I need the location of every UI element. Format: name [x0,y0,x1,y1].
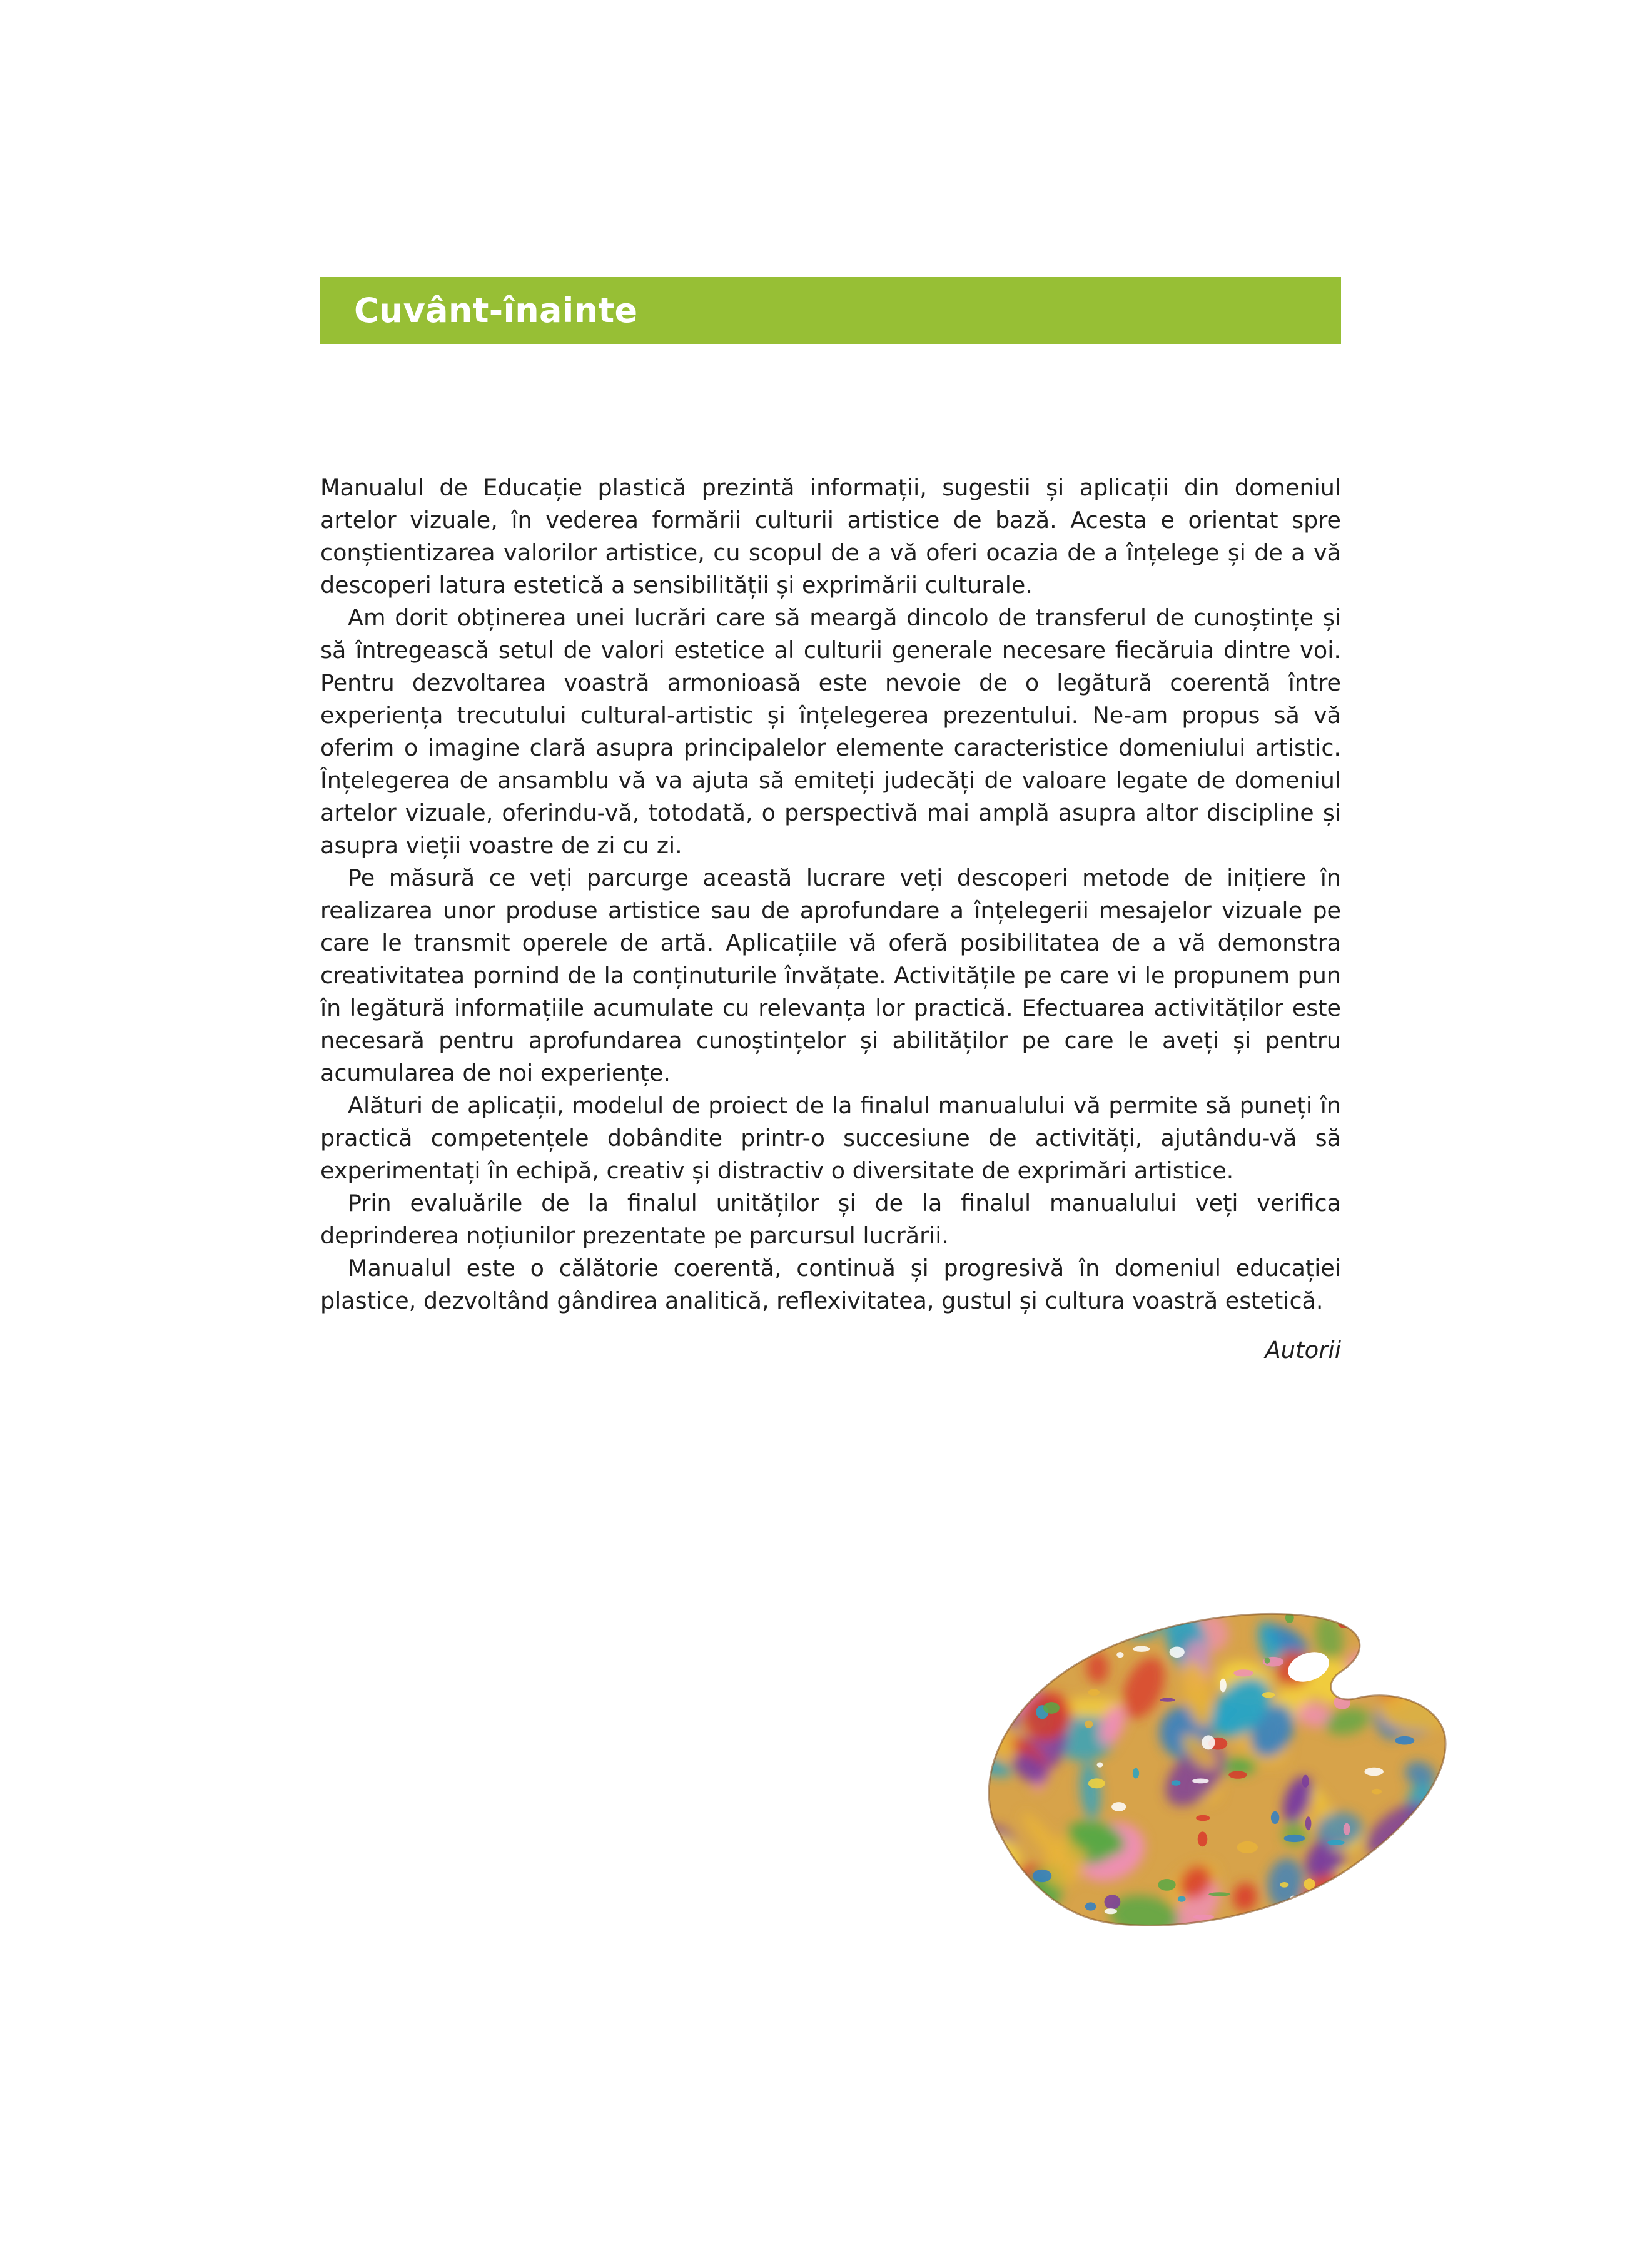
paragraph-2: Am dorit obținerea unei lucrări care să meargă dincolo de transferul de cunoștințe și să întregească setul de valori estetice al culturii generale necesare fiecăruia dintre voi. Pentru dezvoltarea voastră armonioasă este nevoie de o legătură coerentă între experiența trecutului cultural-artistic și înțelegerea prezentului. Ne-am propus să vă oferim o imagine clară asupra principalelor elemente caracteristice domeniului artistic. Înțelegerea de ansamblu vă va ajuta să emiteți judecăți de valoare legate de domeniul artelor vizuale, oferindu-vă, totodată, o perspectivă mai amplă asupra altor discipline și asupra vieții voastre de zi cu zi. [320,604,1341,859]
paragraph-3: Pe măsură ce veți parcurge această lucrare veți descoperi metode de inițiere în realizarea unor produse artistice sau de aprofundare a înțelegerii mesajelor vizuale pe care le transmit operele de artă. Aplicațiile vă oferă posibilitatea de a vă demonstra creativitatea pornind de la conținuturile învățate. Activitățile pe care vi le propunem pun în legătură informațiile acumulate cu relevanța lor practică. Efectuarea activităților este necesară pentru aprofundarea cunoștințelor și abilităților pe care le aveți și pentru acumularea de noi experiențe. [320,864,1341,1086]
section-title-bar [320,277,1341,344]
paragraph-5: Prin evaluările de la finalul unităților și de la finalul manualului veți verifica deprinderea noțiunilor prezentate pe parcursul lucrării. [320,1190,1341,1249]
paragraph-6: Manualul este o călătorie coerentă, continuă și progresivă în domeniul educației plastice, dezvoltând gândirea analitică, reflexivitatea, gustul și cultura voastră estetică. [320,1255,1341,1314]
body-text [320,472,1341,1317]
signature: Autorii [1265,1337,1341,1364]
paint-palette-icon [963,1598,1451,1936]
page-title: Cuvânt-înainte [354,291,638,330]
paragraph-1: Manualul de Educație plastică prezintă informații, sugestii și aplicații din domeniul artelor vizuale, în vederea formării culturii artistice de bază. Acesta e orientat spre conștientizarea valorilor artistice, cu scopul de a vă oferi ocazia de a înțelege și de a vă descoperi latura estetică a sensibilității și exprimării culturale. [320,474,1341,599]
paragraph-4: Alături de aplicații, modelul de proiect de la finalul manualului vă permite să puneți în practică competențele dobândite printr-o succesiune de activități, ajutându-vă să experimentați în echipă, creativ și distractiv o diversitate de exprimări artistice. [320,1092,1341,1184]
